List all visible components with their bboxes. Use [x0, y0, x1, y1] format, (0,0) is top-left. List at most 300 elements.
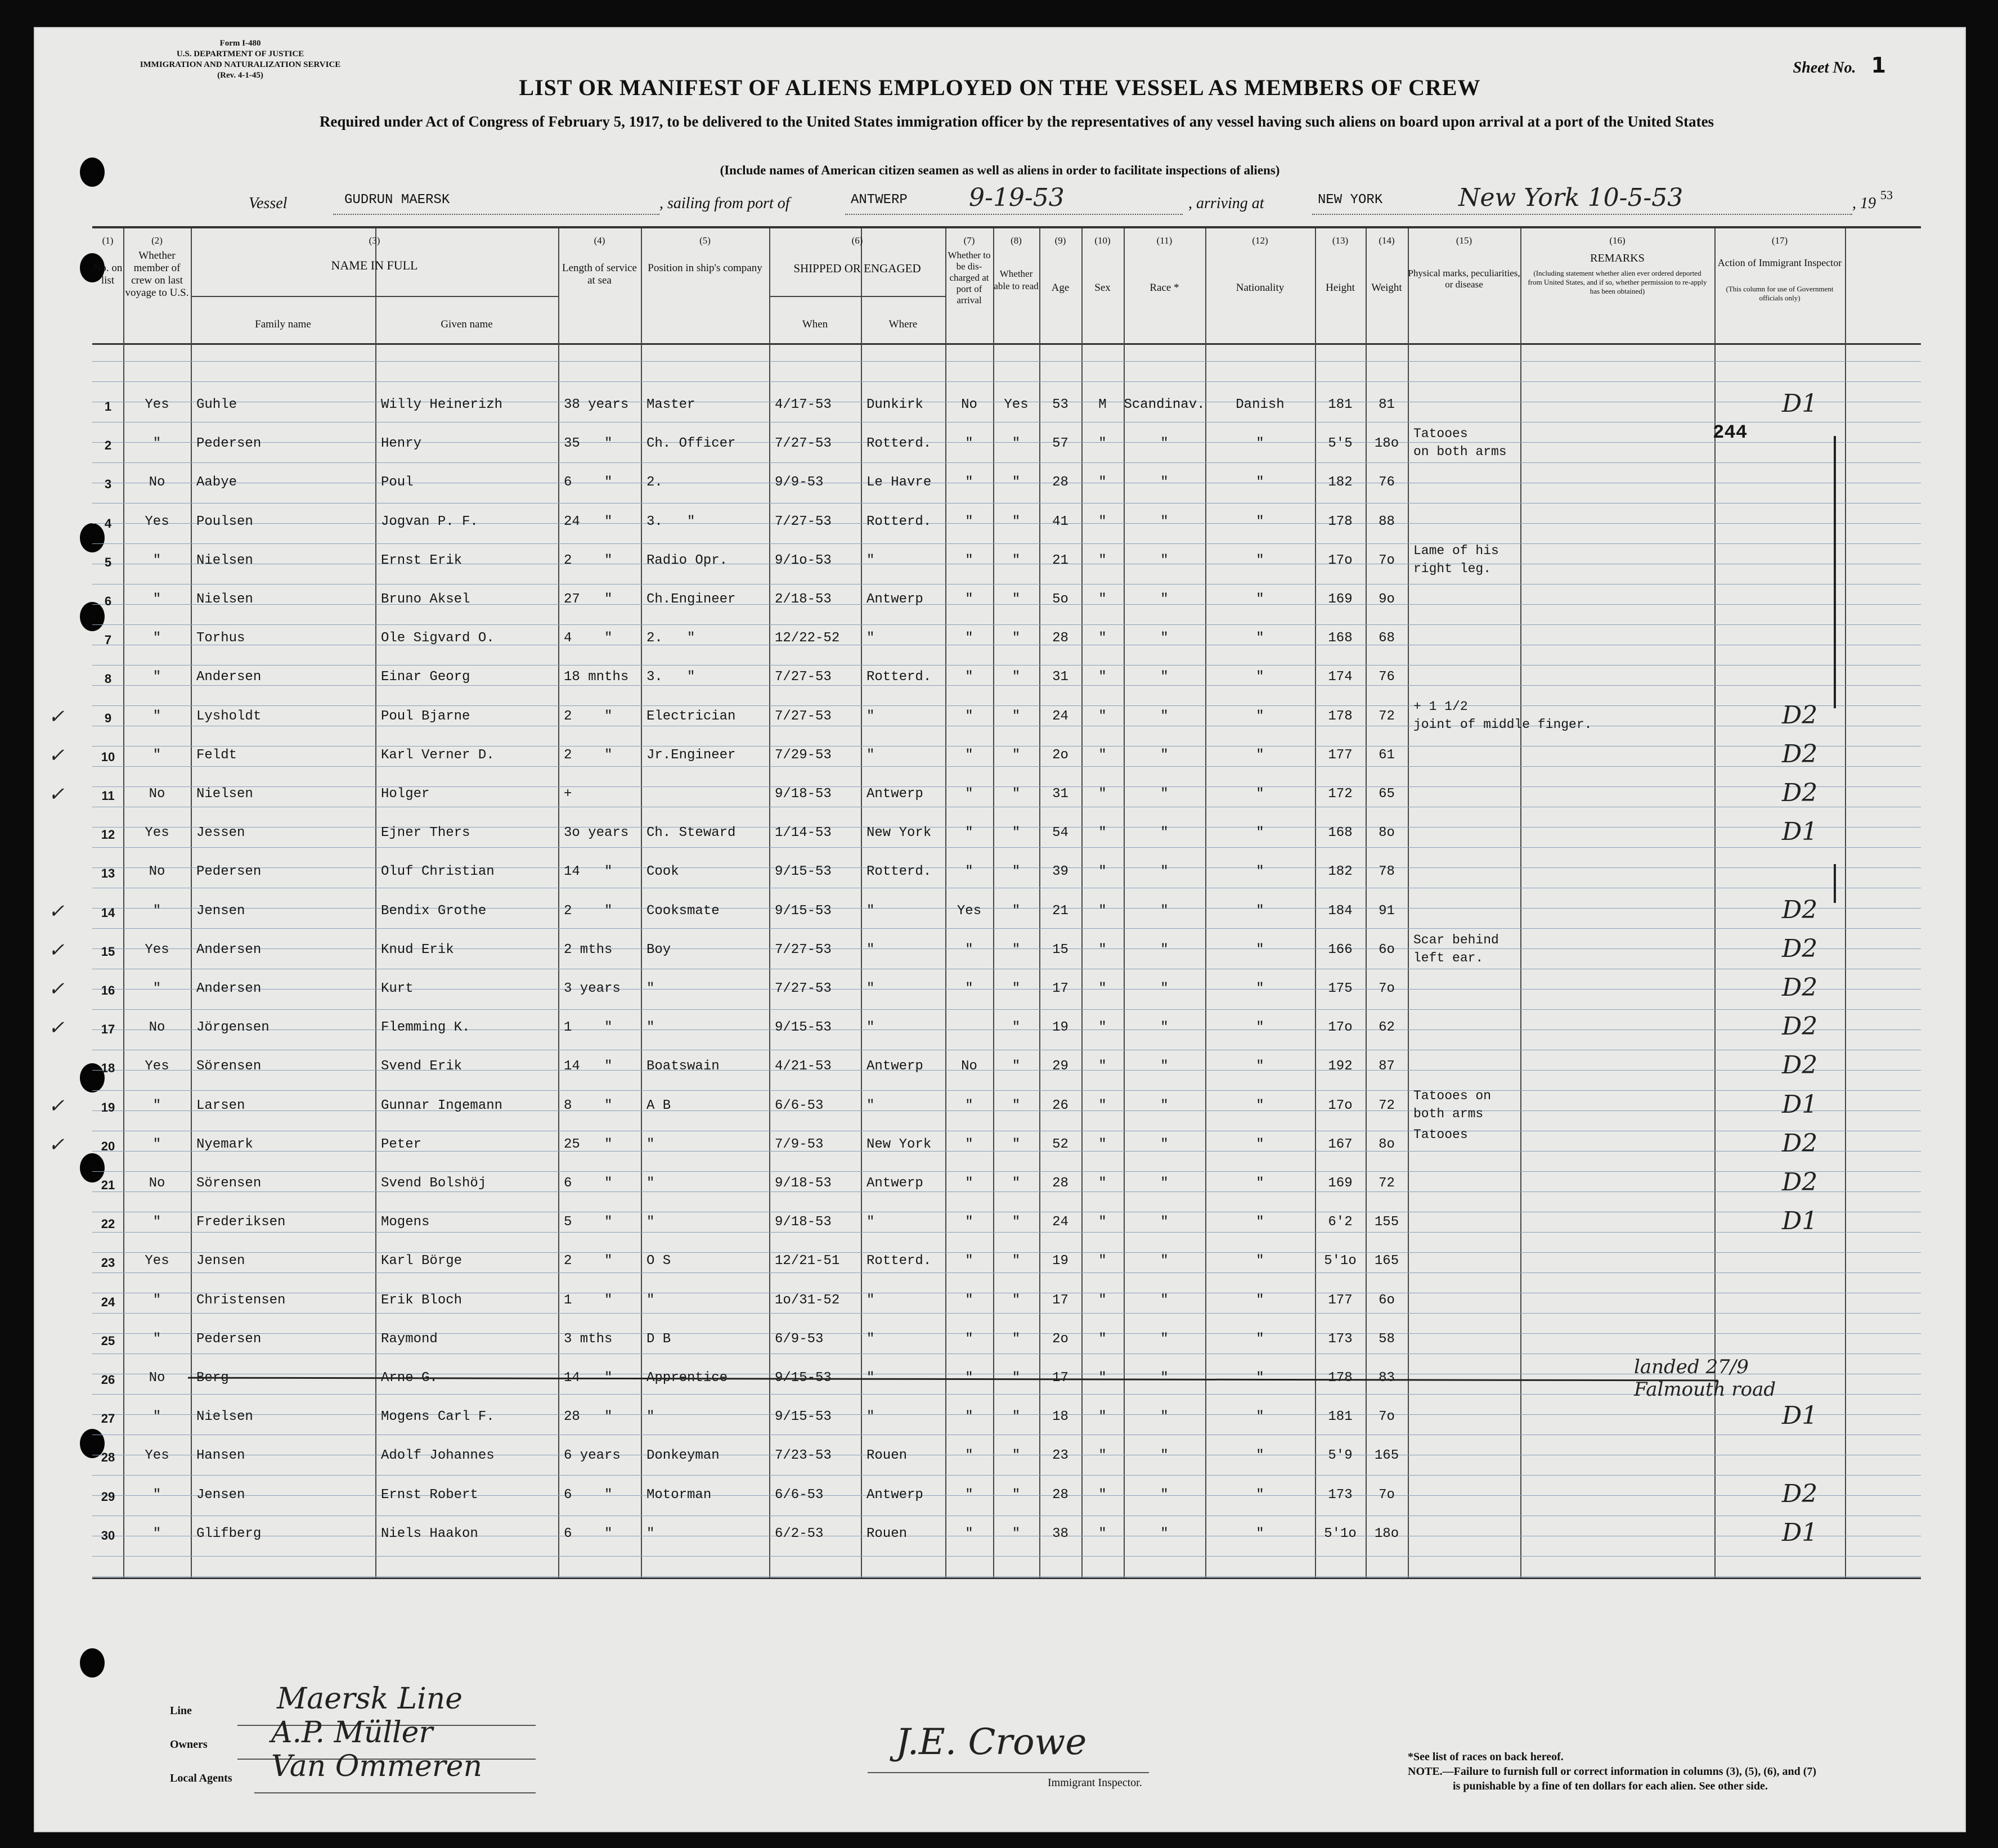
cell-nat: " — [1256, 1332, 1264, 1347]
cell-race: " — [1160, 1370, 1169, 1386]
cell-weight: 61 — [1379, 748, 1395, 763]
table-row — [92, 1012, 1921, 1054]
cell-age: 18 — [1052, 1409, 1068, 1424]
cell-race: " — [1160, 903, 1169, 919]
cell-position: " — [646, 1020, 655, 1035]
cell-when: 7/29-53 — [775, 748, 832, 763]
header-race: Race * — [1150, 282, 1179, 294]
cell-family: Aabye — [196, 475, 237, 490]
cell-last: " — [152, 709, 161, 724]
cell-age: 24 — [1052, 1215, 1068, 1230]
cell-given: Svend Erik — [381, 1059, 463, 1074]
cell-height: 169 — [1328, 592, 1353, 607]
cell-when: 9/1o-53 — [775, 553, 832, 568]
cell-no: 25 — [101, 1334, 115, 1348]
cell-weight: 87 — [1379, 1059, 1395, 1074]
cell-read: " — [1012, 1253, 1021, 1269]
cell-where: Antwerp — [866, 786, 923, 802]
cell-no: 5 — [104, 555, 112, 569]
cell-nat: " — [1256, 1137, 1264, 1152]
manifest-sheet — [34, 27, 1966, 1832]
column-number: (11) — [1156, 235, 1173, 246]
cell-weight: 155 — [1374, 1215, 1399, 1230]
note-fine-cont: is punishable by a fine of ten dollars for each alien. See other side. — [1453, 1780, 1768, 1792]
cell-length: 38 years — [564, 397, 629, 412]
arriving-label: , arriving at — [1188, 195, 1264, 212]
table-row — [92, 1168, 1921, 1209]
table-row — [92, 740, 1921, 781]
cell-race: " — [1160, 748, 1169, 763]
vessel-label: Vessel — [249, 195, 288, 212]
cell-read: " — [1012, 592, 1021, 607]
cell-sex: " — [1098, 942, 1107, 957]
cell-last: " — [152, 981, 161, 996]
cell-nat: " — [1256, 1059, 1264, 1074]
cell-no: 10 — [101, 750, 115, 764]
cell-sex: " — [1098, 553, 1107, 568]
cell-where: " — [866, 1215, 875, 1230]
margin-check-icon: ✓ — [48, 783, 65, 806]
cell-weight: 7o — [1379, 1487, 1395, 1503]
cell-race: " — [1160, 1137, 1169, 1152]
inspector-action-mark: D2 — [1782, 1012, 1818, 1041]
cell-position: Master — [646, 397, 695, 412]
column-number: (16) — [1609, 235, 1626, 246]
cell-length: 1 " — [564, 1020, 613, 1035]
cell-age: 28 — [1052, 1487, 1068, 1503]
cell-race: " — [1160, 1020, 1169, 1035]
form-number: Form I-480 — [219, 39, 261, 48]
cell-nat: " — [1256, 1098, 1264, 1113]
cell-disch: No — [961, 397, 977, 412]
cell-age: 17 — [1052, 981, 1068, 996]
cell-position: " — [646, 1176, 655, 1191]
header-discharged: Whether to be dis-charged at port of arrival — [948, 250, 991, 305]
cell-given: Karl Verner D. — [381, 748, 495, 763]
arrival-handwritten: New York 10-5-53 — [1458, 183, 1683, 212]
cell-age: 2o — [1052, 748, 1068, 763]
cell-no: 17 — [101, 1022, 115, 1036]
cell-position: Ch.Engineer — [646, 592, 736, 607]
agents-label: Local Agents — [170, 1772, 232, 1784]
subtitle: Required under Act of Congress of February 5, 1917, to be delivered to the United States immigration officer by the representatives of any vessel having such aliens on board upon arrival at a port of the United States — [319, 113, 1714, 130]
ruled-line — [92, 361, 1921, 362]
cell-age: 5o — [1052, 592, 1068, 607]
cell-age: 54 — [1052, 825, 1068, 840]
cell-disch: " — [965, 981, 973, 996]
cell-last: " — [152, 1215, 161, 1230]
cell-length: 6 " — [564, 475, 613, 490]
agents-value: Van Ommeren — [271, 1750, 482, 1783]
header-action-note: (This column for use of Government officials only) — [1726, 285, 1834, 302]
cell-weight: 81 — [1379, 397, 1395, 412]
column-number: (9) — [1054, 235, 1066, 246]
cell-where: " — [866, 942, 875, 957]
cell-height: 182 — [1328, 864, 1353, 879]
cell-no: 13 — [101, 866, 115, 880]
cell-no: 7 — [104, 633, 112, 647]
cell-read: " — [1012, 1526, 1021, 1541]
cell-read: " — [1012, 942, 1021, 957]
cell-disch: " — [965, 1448, 973, 1463]
margin-check-icon: ✓ — [48, 1095, 65, 1117]
table-row — [92, 514, 1921, 548]
cell-given: Niels Haakon — [381, 1526, 478, 1541]
cell-family: Berg — [196, 1370, 229, 1386]
cell-given: Adolf Johannes — [381, 1448, 495, 1463]
cell-length: 6 " — [564, 1176, 613, 1191]
cell-weight: 18o — [1374, 436, 1399, 451]
cell-family: Feldt — [196, 748, 237, 763]
cell-given: Mogens Carl F. — [381, 1409, 495, 1424]
cell-where: Rotterd. — [866, 1253, 932, 1269]
header-family-name: Family name — [255, 318, 311, 330]
note-fine: NOTE.—Failure to furnish full or correct information in columns (3), (5), (6), and (7) — [1408, 1765, 1817, 1778]
cell-weight: 65 — [1379, 786, 1395, 802]
cell-last: " — [152, 1487, 161, 1503]
table-row — [92, 669, 1921, 703]
cell-nat: Danish — [1236, 397, 1285, 412]
cell-last: " — [152, 1293, 161, 1308]
cell-disch: " — [965, 436, 973, 451]
cell-position: " — [646, 1526, 655, 1541]
cell-sex: " — [1098, 1137, 1107, 1152]
cell-position: 2. " — [646, 631, 695, 646]
column-number: (12) — [1252, 235, 1268, 246]
action-continuation-stroke — [1834, 436, 1836, 708]
cell-race: " — [1160, 1098, 1169, 1113]
cell-height: 5'5 — [1328, 436, 1353, 451]
margin-check-icon: ✓ — [48, 1134, 65, 1156]
cell-sex: " — [1098, 981, 1107, 996]
cell-nat: " — [1256, 864, 1264, 879]
cell-family: Andersen — [196, 981, 262, 996]
cell-sex: " — [1098, 592, 1107, 607]
table-row — [92, 592, 1921, 626]
cell-last: No — [149, 1020, 165, 1035]
cell-length: 8 " — [564, 1098, 613, 1113]
cell-family: Nielsen — [196, 553, 253, 568]
cell-when: 9/18-53 — [775, 1215, 832, 1230]
cell-where: " — [866, 553, 875, 568]
table-row — [92, 896, 1921, 937]
inspector-action-mark: D1 — [1782, 1207, 1818, 1235]
cell-when: 7/9-53 — [775, 1137, 824, 1152]
cell-length: 25 " — [564, 1137, 613, 1152]
cell-marks: Tatooes — [1413, 1127, 1468, 1142]
cell-sex: " — [1098, 631, 1107, 646]
cell-family: Nielsen — [196, 786, 253, 802]
cell-where: " — [866, 1332, 875, 1347]
cell-where: " — [866, 1370, 875, 1386]
cell-when: 12/22-52 — [775, 631, 840, 646]
cell-when: 7/27-53 — [775, 436, 832, 451]
cell-sex: " — [1098, 475, 1107, 490]
cell-marks: Tatooes on both arms — [1413, 1089, 1492, 1121]
cell-family: Nielsen — [196, 592, 253, 607]
cell-nat: " — [1256, 942, 1264, 957]
margin-check-icon: ✓ — [48, 1017, 65, 1039]
cell-read: " — [1012, 709, 1021, 724]
cell-weight: 58 — [1379, 1332, 1395, 1347]
cell-weight: 83 — [1379, 1370, 1395, 1386]
cell-sex: " — [1098, 1176, 1107, 1191]
cell-length: 1 " — [564, 1293, 613, 1308]
cell-last: " — [152, 1332, 161, 1347]
cell-read: " — [1012, 1487, 1021, 1503]
cell-no: 16 — [101, 983, 115, 997]
cell-read: " — [1012, 1176, 1021, 1191]
cell-no: 21 — [101, 1178, 115, 1192]
inspector-action-mark: D1 — [1782, 1401, 1818, 1430]
cell-length: 3 mths — [564, 1332, 613, 1347]
cell-read: " — [1012, 631, 1021, 646]
cell-weight: 76 — [1379, 475, 1395, 490]
cell-when: 7/27-53 — [775, 981, 832, 996]
cell-age: 2o — [1052, 1332, 1068, 1347]
cell-nat: " — [1256, 669, 1264, 685]
cell-last: " — [152, 1137, 161, 1152]
cell-no: 2 — [104, 438, 112, 452]
cell-height: 166 — [1328, 942, 1353, 957]
inspector-action-mark: D2 — [1782, 779, 1818, 807]
table-row — [92, 389, 1921, 431]
cell-nat: " — [1256, 475, 1264, 490]
cell-sex: " — [1098, 669, 1107, 685]
cell-weight: 68 — [1379, 631, 1395, 646]
cell-marks: Scar behind left ear. — [1413, 933, 1499, 965]
cell-when: 9/15-53 — [775, 1020, 832, 1035]
table-row — [92, 1448, 1921, 1482]
cell-where: Rouen — [866, 1448, 908, 1463]
inspector-action-mark: D2 — [1782, 740, 1818, 768]
cell-race: " — [1160, 553, 1169, 568]
table-row — [92, 864, 1921, 898]
cell-where: Dunkirk — [866, 397, 923, 412]
cell-where: " — [866, 903, 875, 919]
cell-race: " — [1160, 631, 1169, 646]
cell-nat: " — [1256, 514, 1264, 529]
cell-position: Electrician — [646, 709, 736, 724]
cell-when: 9/18-53 — [775, 1176, 832, 1191]
cell-read: " — [1012, 864, 1021, 879]
cell-where: " — [866, 709, 875, 724]
inspector-action-mark: D1 — [1782, 389, 1818, 418]
cell-where: New York — [866, 1137, 932, 1152]
cell-disch: " — [965, 1487, 973, 1503]
margin-check-icon: ✓ — [48, 900, 65, 923]
cell-height: 178 — [1328, 514, 1353, 529]
header-height: Height — [1326, 282, 1355, 294]
cell-when: 9/18-53 — [775, 786, 832, 802]
cell-family: Torhus — [196, 631, 245, 646]
cell-last: " — [152, 748, 161, 763]
cell-weight: 78 — [1379, 864, 1395, 879]
cell-age: 52 — [1052, 1137, 1068, 1152]
cell-when: 6/9-53 — [775, 1332, 824, 1347]
cell-race: " — [1160, 981, 1169, 996]
sheet-label: Sheet No. — [1793, 59, 1856, 77]
cell-family: Nielsen — [196, 1409, 253, 1424]
cell-height: 178 — [1328, 1370, 1353, 1386]
cell-age: 38 — [1052, 1526, 1068, 1541]
cell-read: " — [1012, 1059, 1021, 1074]
cell-given: Einar Georg — [381, 669, 470, 685]
cell-family: Hansen — [196, 1448, 245, 1463]
service: IMMIGRATION AND NATURALIZATION SERVICE — [140, 60, 341, 69]
table-row — [92, 631, 1921, 664]
cell-disch: " — [965, 1176, 973, 1191]
ruled-line — [92, 1576, 1921, 1577]
cell-weight: 6o — [1379, 942, 1395, 957]
ruled-line — [92, 381, 1921, 382]
cell-age: 26 — [1052, 1098, 1068, 1113]
cell-length: 2 " — [564, 709, 613, 724]
cell-when: 6/6-53 — [775, 1098, 824, 1113]
cell-position: 3. " — [646, 669, 695, 685]
inspector-signature: J.E. Crowe — [896, 1721, 1087, 1763]
cell-family: Christensen — [196, 1293, 286, 1308]
cell-read: " — [1012, 1448, 1021, 1463]
cell-when: 7/27-53 — [775, 709, 832, 724]
cell-age: 53 — [1052, 397, 1068, 412]
inspector-action-mark: D1 — [1782, 1090, 1818, 1119]
cell-age: 19 — [1052, 1253, 1068, 1269]
name-subrule — [191, 296, 558, 297]
cell-nat: " — [1256, 709, 1264, 724]
cell-given: Ernst Erik — [381, 553, 463, 568]
ruled-line — [92, 1252, 1921, 1253]
cell-no: 27 — [101, 1411, 115, 1426]
row-26-landed-note: landed 27/9 Falmouth road — [1634, 1356, 1776, 1401]
cell-when: 9/15-53 — [775, 864, 832, 879]
cell-disch: " — [965, 942, 973, 957]
cell-read: " — [1012, 1332, 1021, 1347]
cell-no: 6 — [104, 594, 112, 608]
cell-length: 2 " — [564, 553, 613, 568]
cell-nat: " — [1256, 1370, 1264, 1386]
cell-where: New York — [866, 825, 932, 840]
cell-read: " — [1012, 1370, 1021, 1386]
column-number: (17) — [1771, 235, 1788, 246]
cell-where: Antwerp — [866, 1487, 923, 1503]
column-number: (15) — [1456, 235, 1472, 246]
cell-no: 3 — [104, 477, 112, 491]
cell-family: Lysholdt — [196, 709, 262, 724]
cell-given: Raymond — [381, 1332, 438, 1347]
cell-last: " — [152, 631, 161, 646]
cell-age: 21 — [1052, 903, 1068, 919]
cell-age: 28 — [1052, 631, 1068, 646]
cell-sex: " — [1098, 1059, 1107, 1074]
cell-race: " — [1160, 825, 1169, 840]
cell-last: No — [149, 475, 165, 490]
cell-given: Poul Bjarne — [381, 709, 470, 724]
inspector-label: Immigrant Inspector. — [1048, 1777, 1142, 1789]
cell-height: 173 — [1328, 1332, 1353, 1347]
cell-when: 9/15-53 — [775, 1370, 832, 1386]
cell-weight: 91 — [1379, 903, 1395, 919]
cell-race: " — [1160, 942, 1169, 957]
margin-check-icon: ✓ — [48, 939, 65, 961]
cell-given: Willy Heinerizh — [381, 397, 503, 412]
cell-sex: " — [1098, 709, 1107, 724]
margin-check-icon: ✓ — [48, 978, 65, 1000]
cell-given: Karl Börge — [381, 1253, 463, 1269]
cell-where: Antwerp — [866, 592, 923, 607]
page-title: LIST OR MANIFEST OF ALIENS EMPLOYED ON THE VESSEL AS MEMBERS OF CREW — [519, 75, 1481, 100]
header-remarks: REMARKS — [1590, 252, 1645, 264]
cell-position: A B — [646, 1098, 671, 1113]
cell-height: 168 — [1328, 631, 1353, 646]
cell-height: 17o — [1328, 1020, 1353, 1035]
cell-when: 9/15-53 — [775, 903, 832, 919]
column-number: (3) — [369, 235, 380, 246]
cell-race: " — [1160, 1409, 1169, 1424]
cell-age: 39 — [1052, 864, 1068, 879]
cell-age: 31 — [1052, 669, 1068, 685]
cell-where: Antwerp — [866, 1059, 923, 1074]
cell-sex: " — [1098, 1293, 1107, 1308]
cell-last: " — [152, 669, 161, 685]
cell-disch: " — [965, 825, 973, 840]
header-sex: Sex — [1094, 282, 1111, 294]
cell-disch: " — [965, 553, 973, 568]
cell-last: " — [152, 903, 161, 919]
cell-where: Rotterd. — [866, 864, 932, 879]
cell-height: 6'2 — [1328, 1215, 1353, 1230]
cell-disch: Yes — [957, 903, 982, 919]
cell-weight: 88 — [1379, 514, 1395, 529]
cell-disch: " — [965, 1253, 973, 1269]
cell-read: " — [1012, 748, 1021, 763]
cell-where: Rotterd. — [866, 669, 932, 685]
table-row — [92, 817, 1921, 859]
cell-given: Peter — [381, 1137, 422, 1152]
cell-no: 19 — [101, 1100, 115, 1114]
cell-position: Ch. Steward — [646, 825, 736, 840]
cell-position: D B — [646, 1332, 671, 1347]
cell-where: " — [866, 1293, 875, 1308]
cell-height: 173 — [1328, 1487, 1353, 1503]
revision: (Rev. 4-1-45) — [217, 71, 263, 80]
cell-last: Yes — [145, 825, 169, 840]
cell-disch: " — [965, 1215, 973, 1230]
inspector-action-mark: D2 — [1782, 1051, 1818, 1080]
ruled-line — [92, 746, 1921, 747]
cell-given: Bendix Grothe — [381, 903, 487, 919]
cell-age: 19 — [1052, 1020, 1068, 1035]
cell-last: " — [152, 436, 161, 451]
column-number: (4) — [594, 235, 605, 246]
cell-height: 17o — [1328, 553, 1353, 568]
cell-age: 29 — [1052, 1059, 1068, 1074]
cell-family: Frederiksen — [196, 1215, 286, 1230]
cell-position: Motorman — [646, 1487, 712, 1503]
cell-given: Ernst Robert — [381, 1487, 478, 1503]
cell-no: 26 — [101, 1373, 115, 1387]
cell-sex: " — [1098, 864, 1107, 879]
cell-disch: " — [965, 748, 973, 763]
cell-no: 29 — [101, 1490, 115, 1504]
ruled-line — [92, 1171, 1921, 1172]
cell-sex: " — [1098, 748, 1107, 763]
cell-race: " — [1160, 475, 1169, 490]
cell-race: " — [1160, 1332, 1169, 1347]
cell-when: 9/15-53 — [775, 1409, 832, 1424]
cell-weight: 6o — [1379, 1293, 1395, 1308]
cell-when: 7/27-53 — [775, 669, 832, 685]
